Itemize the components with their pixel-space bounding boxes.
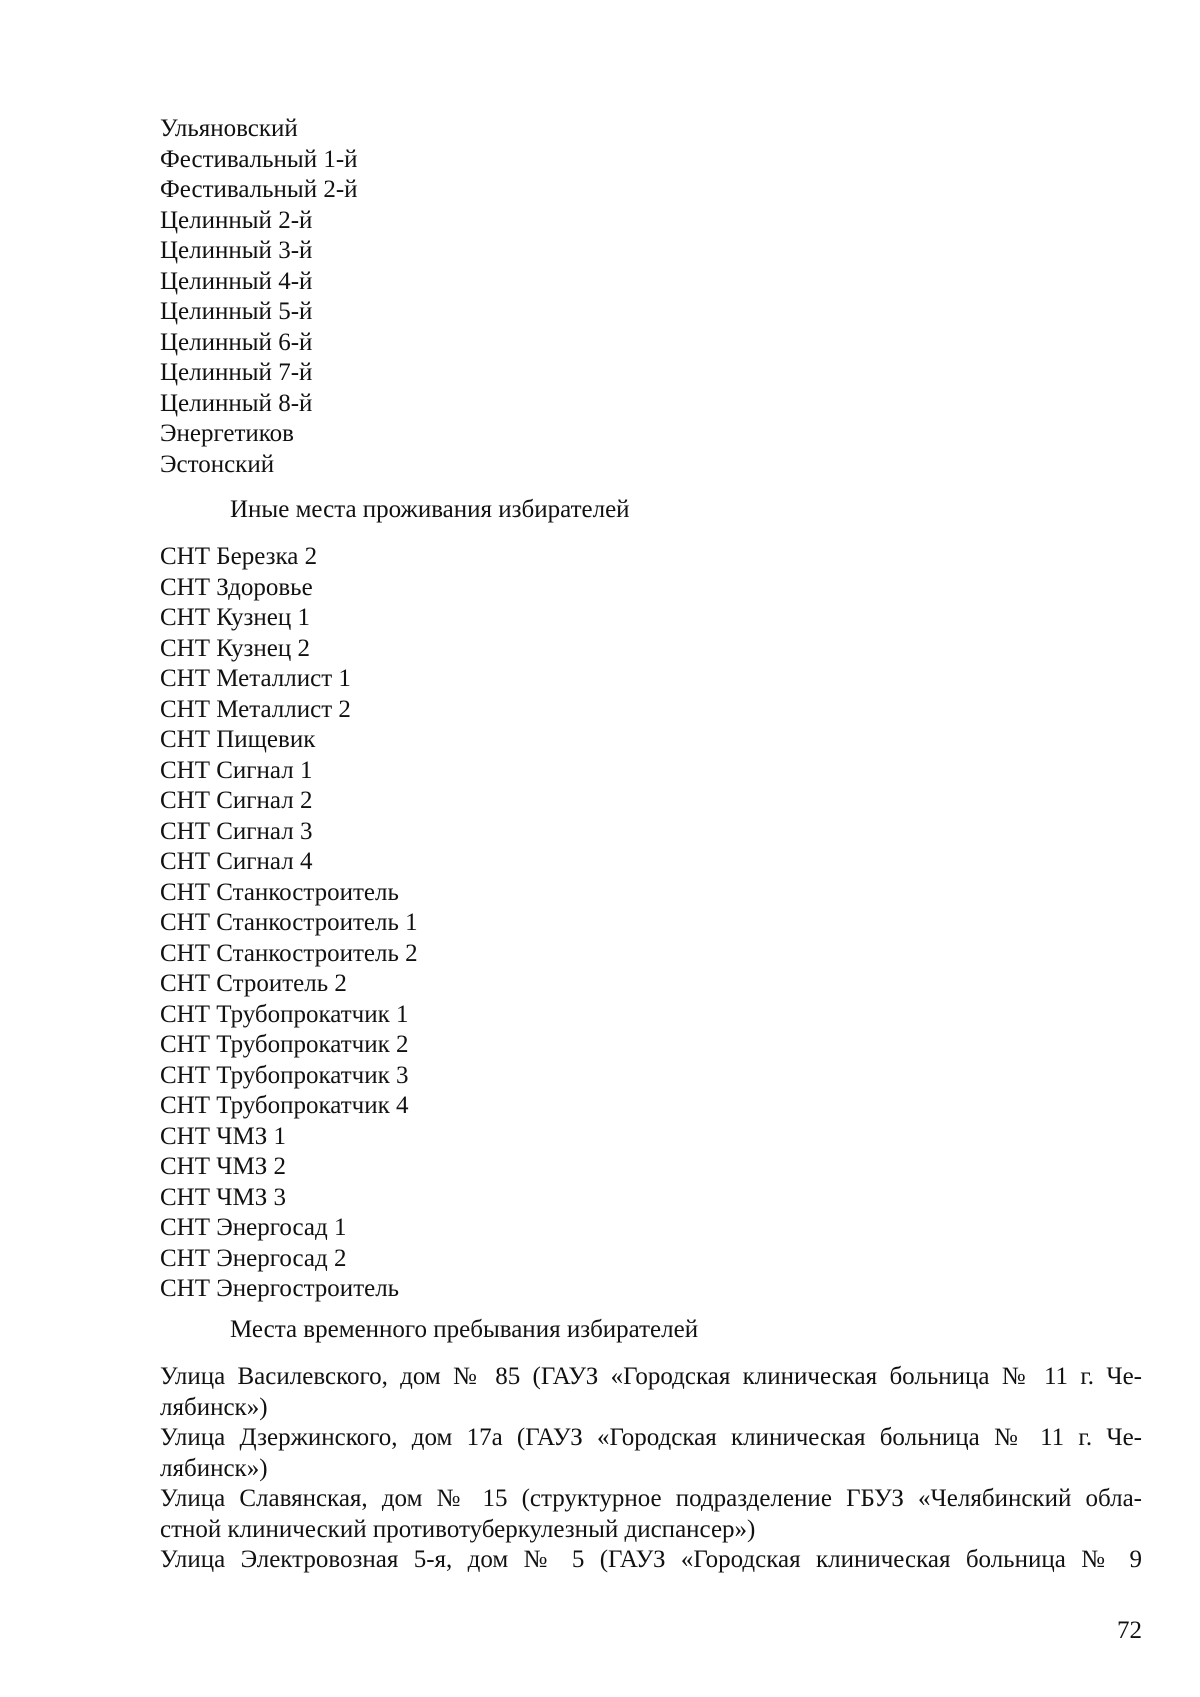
street-item: Целинный 8-й <box>160 389 313 417</box>
list-item: СНТ Трубопрокатчик 4 <box>160 1092 409 1119</box>
list-item <box>160 1484 1142 1545</box>
street-item: Эстонский <box>160 450 275 478</box>
list-item: СНТ Металлист 1 <box>160 665 351 692</box>
list-item: СНТ Сигнал 2 <box>160 787 313 814</box>
street-item: Целинный 7-й <box>160 359 313 386</box>
list-item-line: Улица Дзержинского, дом 17а (ГАУЗ «Городская клиническая больница № 11 г. Че- <box>160 1424 1142 1451</box>
street-item: Энергетиков <box>160 420 294 447</box>
list-item: СНТ Трубопрокатчик 3 <box>160 1061 409 1089</box>
page-number: 72 <box>1117 1617 1142 1644</box>
list-item <box>160 1423 1142 1484</box>
list-item: СНТ Здоровье <box>160 573 313 601</box>
list-item <box>160 1362 1142 1423</box>
list-item: СНТ Трубопрокатчик 2 <box>160 1031 409 1058</box>
list-item: СНТ Сигнал 4 <box>160 848 313 875</box>
list-item-line: лябинск») <box>160 1454 268 1482</box>
list-item: СНТ Кузнец 1 <box>160 604 311 631</box>
list-item: СНТ Станкостроитель <box>160 878 399 906</box>
street-item: Фестивальный 2-й <box>160 176 358 203</box>
street-item: Целинный 6-й <box>160 328 313 356</box>
list-item: СНТ Строитель 2 <box>160 970 347 997</box>
list-item: СНТ Энергостроитель <box>160 1275 400 1302</box>
list-item-line: Улица Электровозная 5-я, дом № 5 (ГАУЗ «Городская клиническая больница № 9 <box>160 1546 1142 1573</box>
street-item: Целинный 2-й <box>160 206 313 234</box>
street-item: Целинный 4-й <box>160 267 313 295</box>
list-item-line: Улица Славянская, дом № 15 (структурное подразделение ГБУЗ «Челябинский обла- <box>160 1485 1142 1512</box>
list-item: СНТ ЧМЗ 2 <box>160 1153 287 1180</box>
list-item: СНТ ЧМЗ 3 <box>160 1183 287 1211</box>
list-item <box>160 1545 1142 1576</box>
list-item: СНТ Сигнал 3 <box>160 817 313 845</box>
list-item: СНТ Металлист 2 <box>160 695 351 723</box>
list-item: СНТ Березка 2 <box>160 543 318 570</box>
street-item: Ульяновский <box>160 115 298 142</box>
other-places-list <box>160 542 418 1305</box>
list-item: СНТ Энергосад 1 <box>160 1214 347 1241</box>
list-item-line: стной клинический противотуберкулезный диспансер») <box>160 1515 756 1543</box>
temporary-places-list <box>160 1362 1142 1576</box>
list-item: СНТ Сигнал 1 <box>160 756 313 784</box>
list-item: СНТ Станкостроитель 1 <box>160 909 418 936</box>
list-item-line: лябинск») <box>160 1393 268 1421</box>
list-item: СНТ Кузнец 2 <box>160 634 311 662</box>
list-item: СНТ Станкостроитель 2 <box>160 939 418 967</box>
list-item: СНТ ЧМЗ 1 <box>160 1122 287 1150</box>
street-list <box>160 114 358 480</box>
list-item: СНТ Пищевик <box>160 726 316 753</box>
street-item: Целинный 3-й <box>160 237 313 264</box>
street-item: Фестивальный 1-й <box>160 145 358 173</box>
list-item-line: Улица Василевского, дом № 85 (ГАУЗ «Городская клиническая больница № 11 г. Че- <box>160 1363 1142 1390</box>
street-item: Целинный 5-й <box>160 298 313 325</box>
list-item: СНТ Энергосад 2 <box>160 1244 347 1272</box>
section-heading-temporary-places: Места временного пребывания избирателей <box>230 1316 699 1343</box>
section-heading-other-places: Иные места проживания избирателей <box>230 496 630 523</box>
list-item: СНТ Трубопрокатчик 1 <box>160 1000 409 1028</box>
